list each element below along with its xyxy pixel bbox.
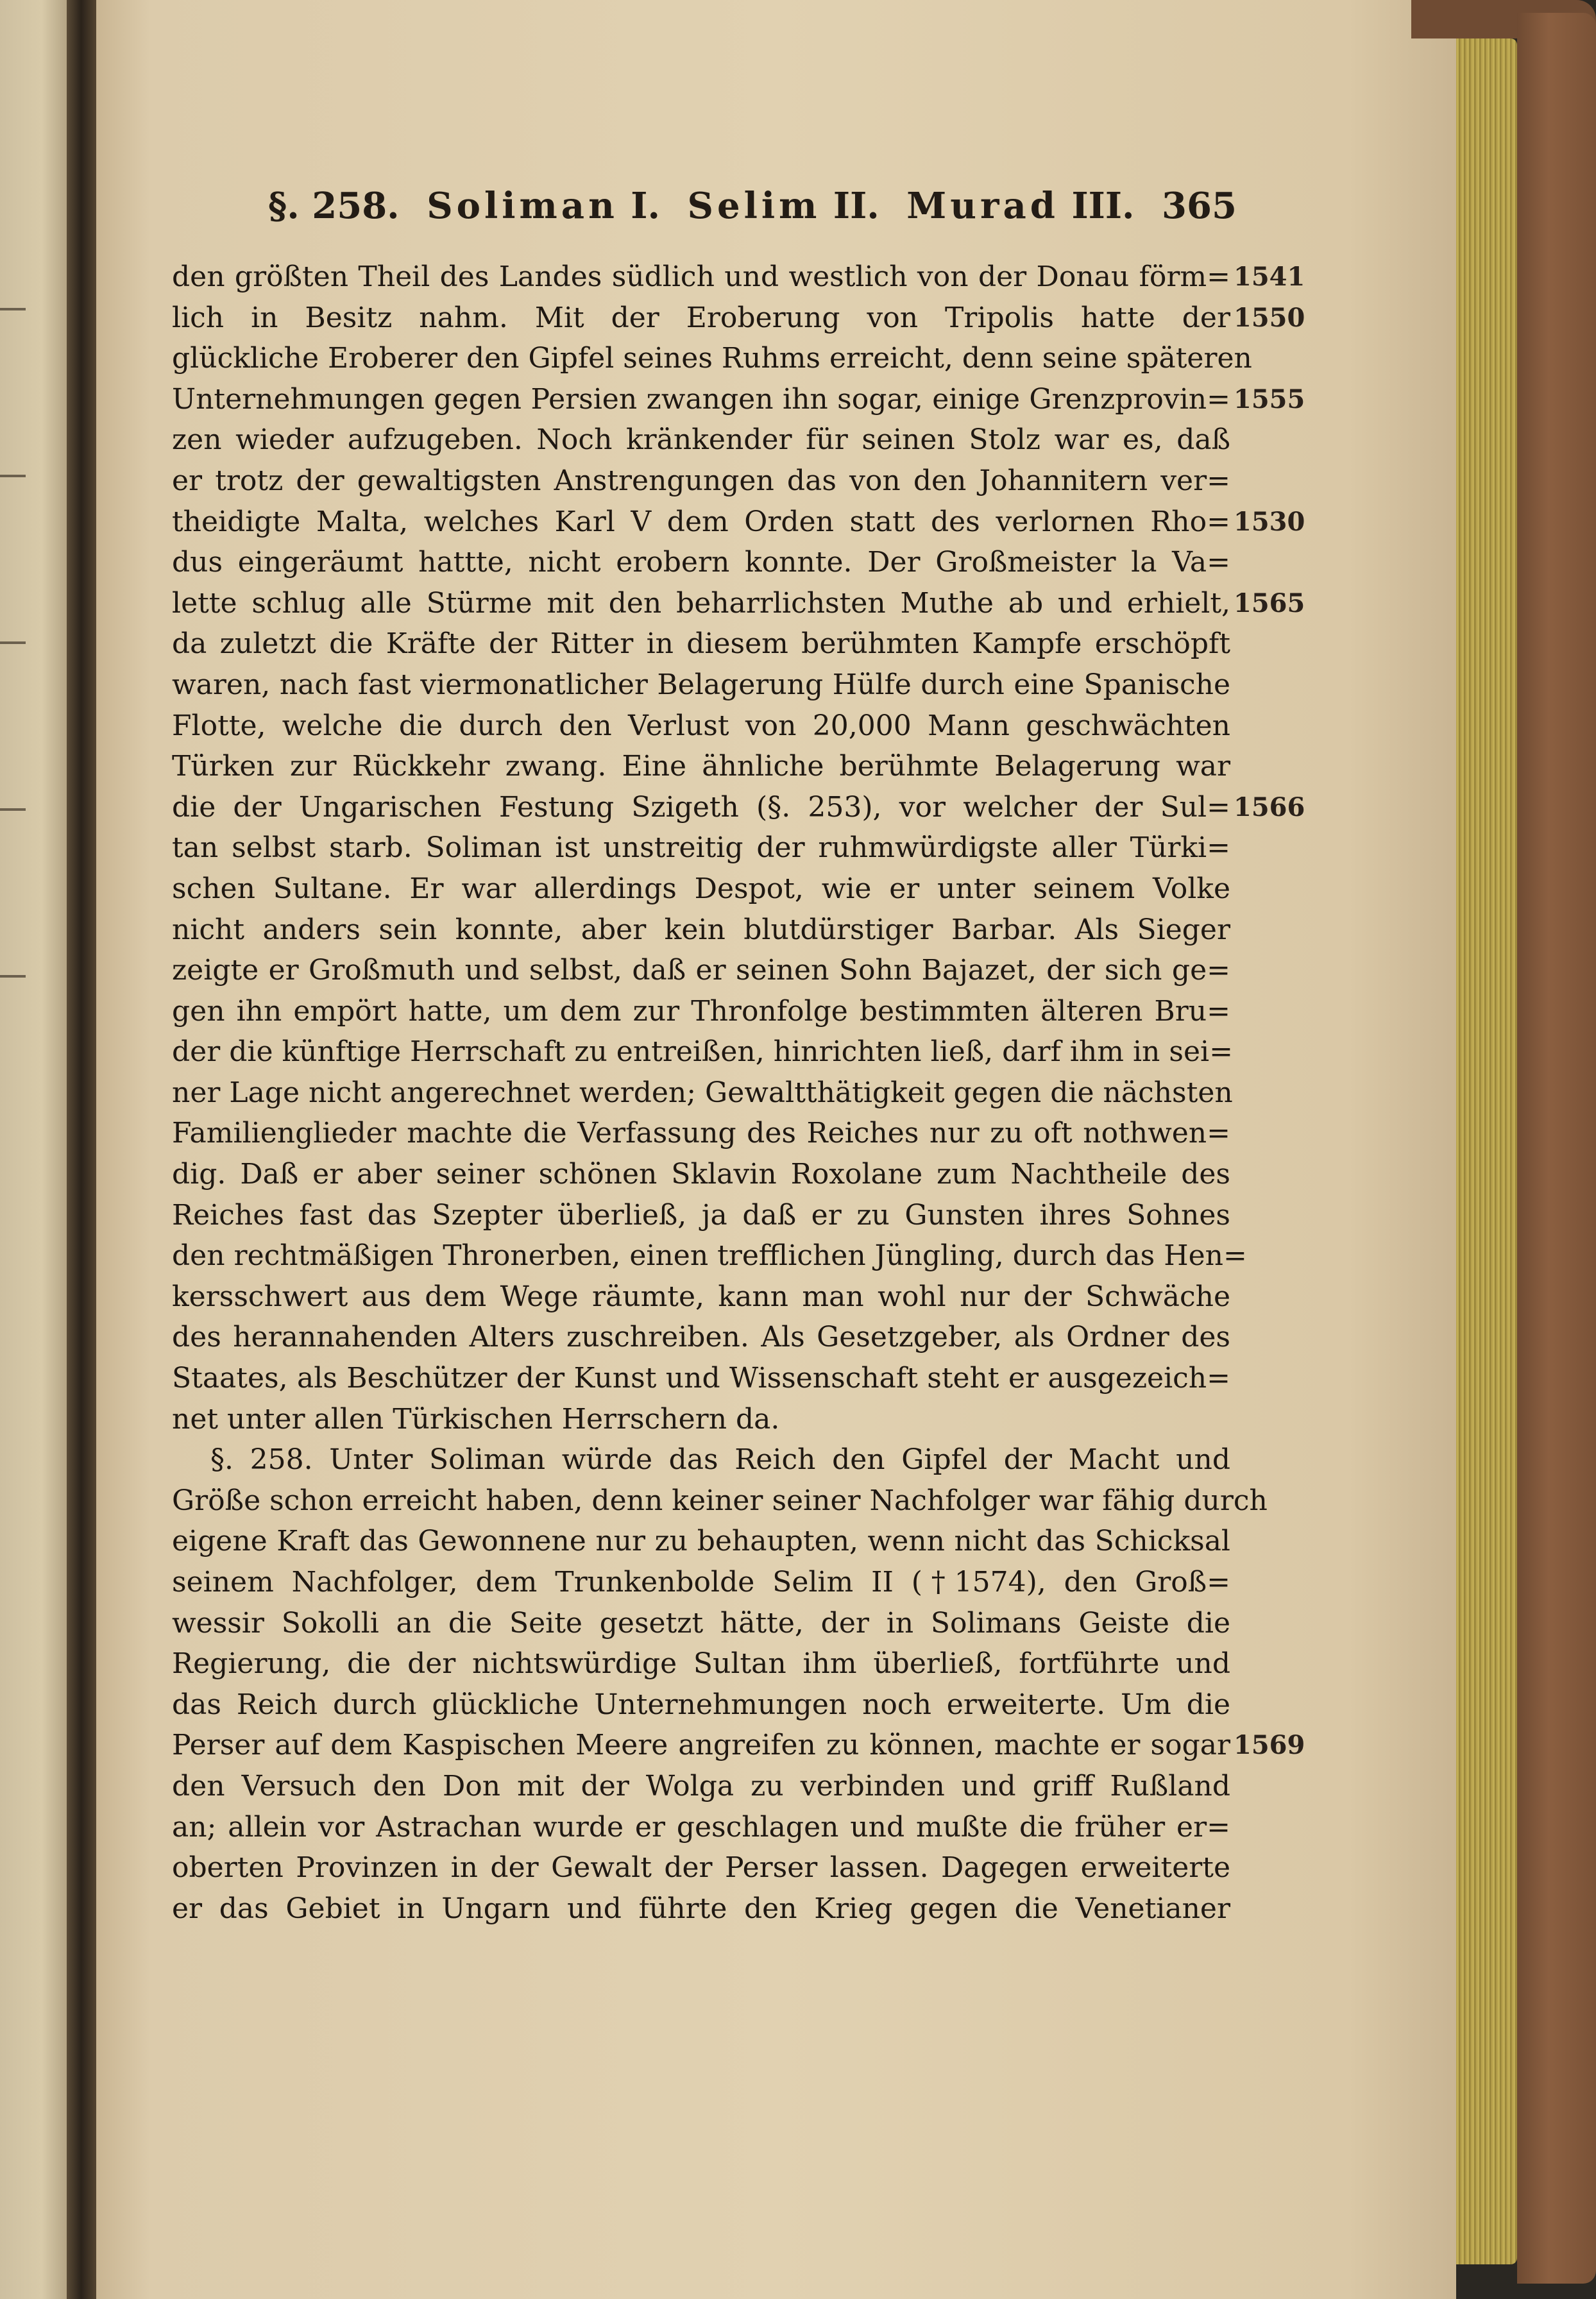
left-page-edge xyxy=(0,0,76,2299)
header-section: §. 258. xyxy=(268,185,400,227)
text-line xyxy=(172,1766,1230,1807)
text-line-content: das Reich durch glückliche Unternehmungen noch erweiterte. Um die xyxy=(172,1688,1230,1721)
margin-year: 1550 xyxy=(1234,302,1305,333)
header-name-soliman: Soliman xyxy=(427,185,618,227)
text-line-content: ner Lage nicht angerechnet werden; Gewaltthätigkeit gegen die nächsten xyxy=(172,1076,1233,1109)
text-line-content: dig. Daß er aber seiner schönen Sklavin Roxolane zum Nachtheile des xyxy=(172,1158,1230,1191)
text-line-content: lich in Besitz nahm. Mit der Eroberung von Tripolis hatte der xyxy=(172,301,1230,334)
header-numeral-2: II. xyxy=(833,185,879,227)
text-line xyxy=(172,502,1305,543)
text-line-content: Familienglieder machte die Verfassung des Reiches nur zu oft nothwen= xyxy=(172,1117,1230,1150)
text-line-content: glückliche Eroberer den Gipfel seines Ruhms erreicht, denn seine späteren xyxy=(172,342,1252,375)
text-line-content: zen wieder aufzugeben. Noch kränkender für seinen Stolz war es, daß xyxy=(172,423,1230,457)
text-line-content: Reiches fast das Szepter überließ, ja daß er zu Gunsten ihres Sohnes xyxy=(172,1198,1230,1232)
text-line xyxy=(172,461,1230,502)
text-line xyxy=(172,950,1230,991)
text-line xyxy=(172,338,1252,379)
text-line xyxy=(172,1643,1230,1684)
running-header xyxy=(268,185,1237,242)
header-numeral-1: I. xyxy=(631,185,660,227)
text-line xyxy=(172,1684,1230,1726)
text-line xyxy=(172,1888,1230,1930)
text-line-content: kersschwert aus dem Wege räumte, kann man wohl nur der Schwäche xyxy=(172,1280,1230,1313)
text-line-content: die der Ungarischen Festung Szigeth (§. 253), vor welcher der Sul= xyxy=(172,790,1230,824)
header-name-selim: Selim xyxy=(687,185,821,227)
margin-year: 1566 xyxy=(1234,792,1305,822)
text-line-content: an; allein vor Astrachan wurde er geschlagen und mußte die früher er= xyxy=(172,1810,1230,1844)
text-line xyxy=(172,1031,1233,1073)
margin-year: 1555 xyxy=(1234,384,1305,414)
text-line xyxy=(172,746,1230,787)
margin-year: 1541 xyxy=(1234,262,1305,292)
text-line xyxy=(172,1480,1268,1522)
text-line-content: net unter allen Türkischen Herrschern da. xyxy=(172,1402,780,1436)
text-line-content: zeigte er Großmuth und selbst, daß er seinen Sohn Bajazet, der sich ge= xyxy=(172,954,1230,987)
text-line xyxy=(172,1154,1230,1195)
text-line xyxy=(172,1399,1230,1440)
gilt-page-edges xyxy=(1456,38,1517,2264)
margin-year: 1565 xyxy=(1234,588,1305,618)
header-name-murad: Murad xyxy=(906,185,1059,227)
text-line-content: Staates, als Beschützer der Kunst und Wissenschaft steht er ausgezeich= xyxy=(172,1362,1230,1395)
text-line xyxy=(172,1113,1230,1154)
text-line xyxy=(172,1562,1230,1603)
text-line-content: nicht anders sein konnte, aber kein blutdürstiger Barbar. Als Sieger xyxy=(172,913,1230,946)
text-line xyxy=(172,910,1230,951)
margin-year: 1569 xyxy=(1234,1730,1305,1761)
body-text xyxy=(172,257,1305,1929)
text-line-content: seinem Nachfolger, dem Trunkenbolde Selim II (†1574), den Groß= xyxy=(172,1566,1230,1599)
text-line xyxy=(172,379,1305,420)
text-line xyxy=(172,298,1305,339)
text-line xyxy=(172,542,1230,583)
text-line-content: wessir Sokolli an die Seite gesetzt hätte, der in Solimans Geiste die xyxy=(172,1606,1230,1640)
text-line-content: lette schlug alle Stürme mit den beharrlichsten Muthe ab und erhielt, xyxy=(172,586,1230,620)
text-line xyxy=(172,420,1230,461)
text-line-content: den Versuch den Don mit der Wolga zu verbinden und griff Rußland xyxy=(172,1769,1230,1803)
text-line xyxy=(172,1317,1230,1358)
text-line-content: §. 258. Unter Soliman würde das Reich den Gipfel der Macht und xyxy=(210,1443,1230,1477)
text-line xyxy=(172,665,1230,706)
text-line-content: er das Gebiet in Ungarn und führte den Krieg gegen die Venetianer xyxy=(172,1892,1230,1925)
text-line xyxy=(172,706,1230,747)
text-line-content: tan selbst starb. Soliman ist unstreitig der ruhmwürdigste aller Türki= xyxy=(172,831,1230,865)
left-page-text-fragments xyxy=(0,231,26,1129)
text-line xyxy=(172,1358,1230,1399)
text-line-content: theidigte Malta, welches Karl V dem Orden statt des verlornen Rho= xyxy=(172,505,1230,538)
text-line xyxy=(172,1195,1230,1236)
text-line-content: Größe schon erreicht haben, denn keiner seiner Nachfolger war fähig durch xyxy=(172,1484,1268,1517)
text-line-content: oberten Provinzen in der Gewalt der Perser lassen. Dagegen erweiterte xyxy=(172,1851,1230,1885)
text-line-content: Türken zur Rückkehr zwang. Eine ähnliche berühmte Belagerung war xyxy=(172,750,1230,783)
text-line xyxy=(172,991,1230,1032)
text-line xyxy=(172,1807,1230,1848)
text-line-content: den rechtmäßigen Thronerben, einen trefflichen Jüngling, durch das Hen= xyxy=(172,1239,1247,1273)
page-number: 365 xyxy=(1162,185,1237,227)
text-line-content: eigene Kraft das Gewonnene nur zu behaupten, wenn nicht das Schicksal xyxy=(172,1525,1230,1558)
text-line-content: er trotz der gewaltigsten Anstrengungen das von den Johannitern ver= xyxy=(172,464,1230,497)
text-line-content: Regierung, die der nichtswürdige Sultan ihm überließ, fortführte und xyxy=(172,1647,1230,1681)
text-line xyxy=(172,624,1230,665)
text-line-content: Unternehmungen gegen Persien zwangen ihn sogar, einige Grenzprovin= xyxy=(172,382,1230,416)
text-line xyxy=(172,827,1230,869)
book-gutter xyxy=(67,0,99,2299)
text-line-content: den größten Theil des Landes südlich und westlich von der Donau förm= xyxy=(172,260,1230,293)
text-line xyxy=(172,869,1230,910)
margin-year: 1530 xyxy=(1234,506,1305,537)
text-line-content: waren, nach fast viermonatlicher Belagerung Hülfe durch eine Spanische xyxy=(172,668,1230,701)
text-line xyxy=(172,1725,1305,1766)
header-numeral-3: III. xyxy=(1071,185,1135,227)
text-line xyxy=(172,257,1305,298)
text-line xyxy=(172,1073,1233,1114)
text-line xyxy=(172,1235,1247,1277)
text-line xyxy=(172,1277,1230,1318)
text-line xyxy=(172,583,1305,624)
text-line xyxy=(172,1603,1230,1644)
text-line xyxy=(172,787,1305,828)
book-cover xyxy=(1517,13,1596,2284)
text-line xyxy=(172,1847,1230,1888)
text-line xyxy=(172,1521,1230,1562)
text-line-content: Flotte, welche die durch den Verlust von 20,000 Mann geschwächten xyxy=(172,709,1230,742)
text-line-content: des herannahenden Alters zuschreiben. Als Gesetzgeber, als Ordner des xyxy=(172,1321,1230,1354)
text-line xyxy=(172,1439,1230,1480)
text-line-content: gen ihn empört hatte, um dem zur Thronfolge bestimmten älteren Bru= xyxy=(172,994,1230,1028)
text-line-content: Perser auf dem Kaspischen Meere angreifen zu können, machte er sogar xyxy=(172,1729,1230,1762)
text-line-content: der die künftige Herrschaft zu entreißen, hinrichten ließ, darf ihm in sei= xyxy=(172,1035,1233,1069)
text-line-content: schen Sultane. Er war allerdings Despot, wie er unter seinem Volke xyxy=(172,872,1230,905)
text-line-content: dus eingeräumt hattte, nicht erobern konnte. Der Großmeister la Va= xyxy=(172,546,1230,579)
text-line-content: da zuletzt die Kräfte der Ritter in diesem berühmten Kampfe erschöpft xyxy=(172,627,1230,661)
